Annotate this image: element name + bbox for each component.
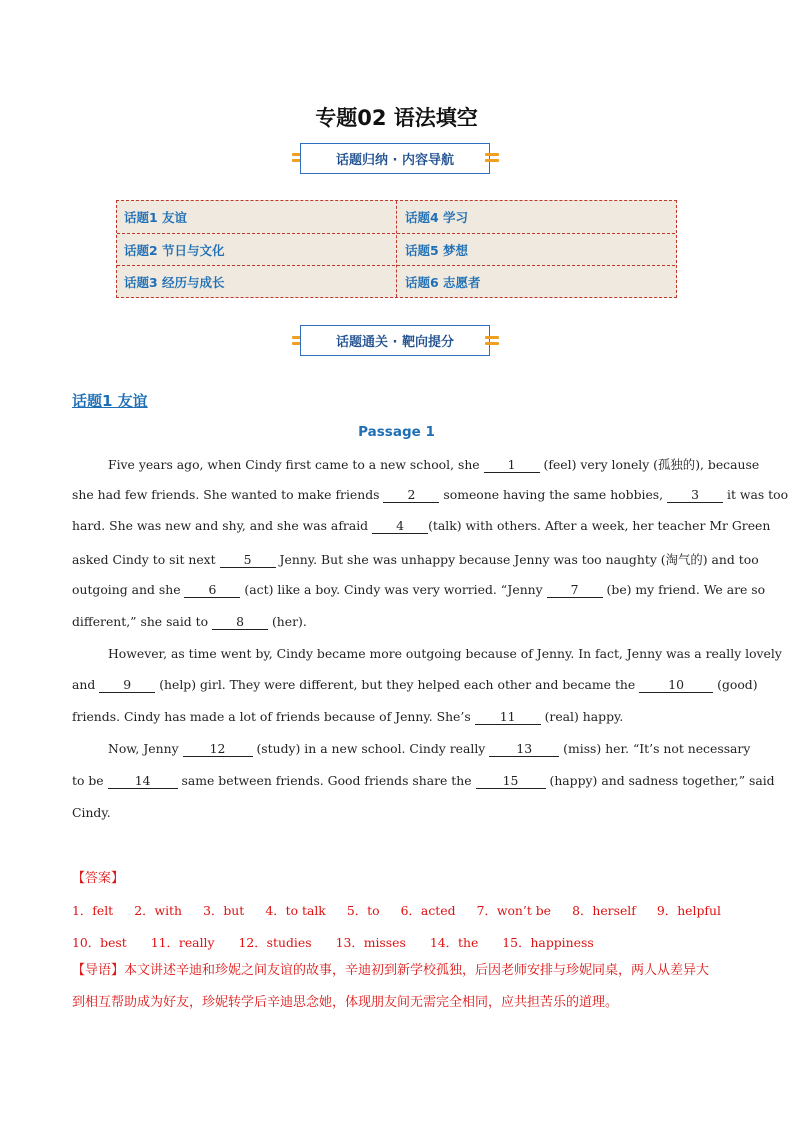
answer-item: 11．really: [150, 935, 215, 950]
passage-line: [72, 614, 721, 634]
blank-7: 7: [547, 583, 603, 598]
guide-paragraph: [72, 955, 721, 1019]
passage-text: (act) like a boy. Cindy was very worried. “Jenny: [240, 582, 547, 597]
passage-text: different,” she said to: [72, 614, 213, 629]
passage-text: hard. She was new and shy, and she was afraid: [72, 518, 373, 533]
topic-table-of-contents: [116, 200, 677, 298]
banner-right-decoration-icon: [485, 153, 499, 165]
answer-item: 3．but: [203, 903, 245, 918]
document-title: 专题02 语法填空: [315, 106, 478, 130]
blank-9: 9: [99, 678, 155, 693]
blank-5: 5: [220, 553, 276, 568]
passage-text: and: [72, 677, 100, 692]
passage-text: (happy) and sadness together,” said: [545, 773, 775, 788]
passage-text: (be) my friend. We are so: [602, 582, 766, 597]
blank-4: 4: [372, 519, 428, 534]
toc-divider: [396, 201, 397, 297]
passage-line: [72, 582, 766, 602]
section-banner-navigation: 话题归纳 · 内容导航: [300, 143, 490, 174]
answer-item: 5．to: [346, 903, 380, 918]
passage-line: [72, 487, 789, 507]
passage-text: someone having the same hobbies,: [439, 487, 668, 502]
answer-item: 13．misses: [335, 935, 406, 950]
passage-text: outgoing and she: [72, 582, 185, 597]
answer-item: 15．happiness: [502, 935, 594, 950]
answer-item: 9．helpful: [656, 903, 721, 918]
passage-text: friends. Cindy has made a lot of friends because of Jenny. She’s: [72, 709, 475, 724]
passage-line: [72, 709, 721, 729]
answer-row-2: [72, 933, 721, 951]
toc-item-topic-5[interactable]: 话题5 梦想: [405, 243, 469, 258]
passage-text: Now, Jenny: [108, 741, 183, 756]
passage-text: to be: [72, 773, 108, 788]
passage-text: she had few friends. She wanted to make friends: [72, 487, 384, 502]
passage-line: [72, 773, 775, 793]
passage-text: (talk) with others. After a week, her teacher Mr Green: [428, 518, 771, 533]
blank-3: 3: [667, 488, 723, 503]
passage-text: Cindy.: [72, 805, 111, 820]
passage-text: same between friends. Good friends share the: [177, 773, 476, 788]
blank-10: 10: [639, 678, 713, 693]
passage-line: [72, 805, 721, 825]
passage-text: (real) happy.: [540, 709, 624, 724]
blank-14: 14: [108, 774, 178, 789]
answer-item: 10．best: [72, 935, 127, 950]
guide-text: 本文讲述辛迪和珍妮之间友谊的故事，辛迪初到新学校孤独，后因老师安排与珍妮同桌，两人从差异大到相互帮助成为好友，珍妮转学后辛迪思念她，体现朋友间无需完全相同，应共担苦乐的道理。: [72, 963, 710, 1010]
answer-item: 6．acted: [400, 903, 456, 918]
banner-right-decoration-icon: [485, 336, 499, 348]
passage-text: (miss) her. “It’s not necessary: [559, 741, 751, 756]
passage-text: (help) girl. They were different, but they helped each other and became the: [155, 677, 640, 692]
toc-item-topic-4[interactable]: 话题4 学习: [405, 210, 469, 225]
passage-text: Five years ago, when Cindy first came to a new school, she: [108, 457, 484, 472]
passage-line: [72, 677, 758, 697]
passage-text: asked Cindy to sit next: [72, 552, 220, 567]
answer-item: 8．herself: [572, 903, 636, 918]
passage-line: [108, 646, 782, 666]
passage-text: (her).: [268, 614, 307, 629]
topic-heading-link[interactable]: 话题1 友谊: [72, 392, 148, 410]
answer-item: 14．the: [429, 935, 479, 950]
passage-line: [72, 518, 771, 538]
passage-title: Passage 1: [358, 424, 435, 440]
toc-item-topic-6[interactable]: 话题6 志愿者: [405, 275, 481, 290]
blank-2: 2: [383, 488, 439, 503]
toc-item-topic-2[interactable]: 话题2 节日与文化: [124, 243, 225, 258]
blank-15: 15: [476, 774, 546, 789]
blank-12: 12: [183, 742, 253, 757]
toc-item-topic-3[interactable]: 话题3 经历与成长: [124, 275, 225, 290]
passage-text: (study) in a new school. Cindy really: [252, 741, 490, 756]
answer-item: 1．felt: [72, 903, 114, 918]
passage-line: [108, 455, 760, 475]
answer-item: 12．studies: [238, 935, 312, 950]
passage-line: [72, 550, 759, 570]
blank-13: 13: [489, 742, 559, 757]
section-banner-practice: 话题通关 · 靶向提分: [300, 325, 490, 356]
answer-label: 【答案】: [72, 871, 125, 886]
blank-8: 8: [212, 615, 268, 630]
passage-text: Jenny. But she was unhappy because Jenny was too naughty (淘气的) and too: [275, 552, 759, 567]
passage-line: [108, 741, 751, 761]
passage-text: However, as time went by, Cindy became more outgoing because of Jenny. In fact, Jenny was a really lovely: [108, 646, 782, 661]
toc-item-topic-1[interactable]: 话题1 友谊: [124, 210, 188, 225]
answer-item: 2．with: [134, 903, 183, 918]
passage-text: it was too: [723, 487, 789, 502]
answer-item: 7．won’t be: [476, 903, 552, 918]
answer-row-1: [72, 901, 721, 919]
blank-11: 11: [475, 710, 541, 725]
answer-item: 4．to talk: [265, 903, 326, 918]
passage-text: (feel) very lonely (孤独的), because: [539, 457, 760, 472]
guide-label: 【导语】: [72, 963, 125, 978]
passage-text: (good): [713, 677, 758, 692]
blank-1: 1: [484, 458, 540, 473]
blank-6: 6: [184, 583, 240, 598]
